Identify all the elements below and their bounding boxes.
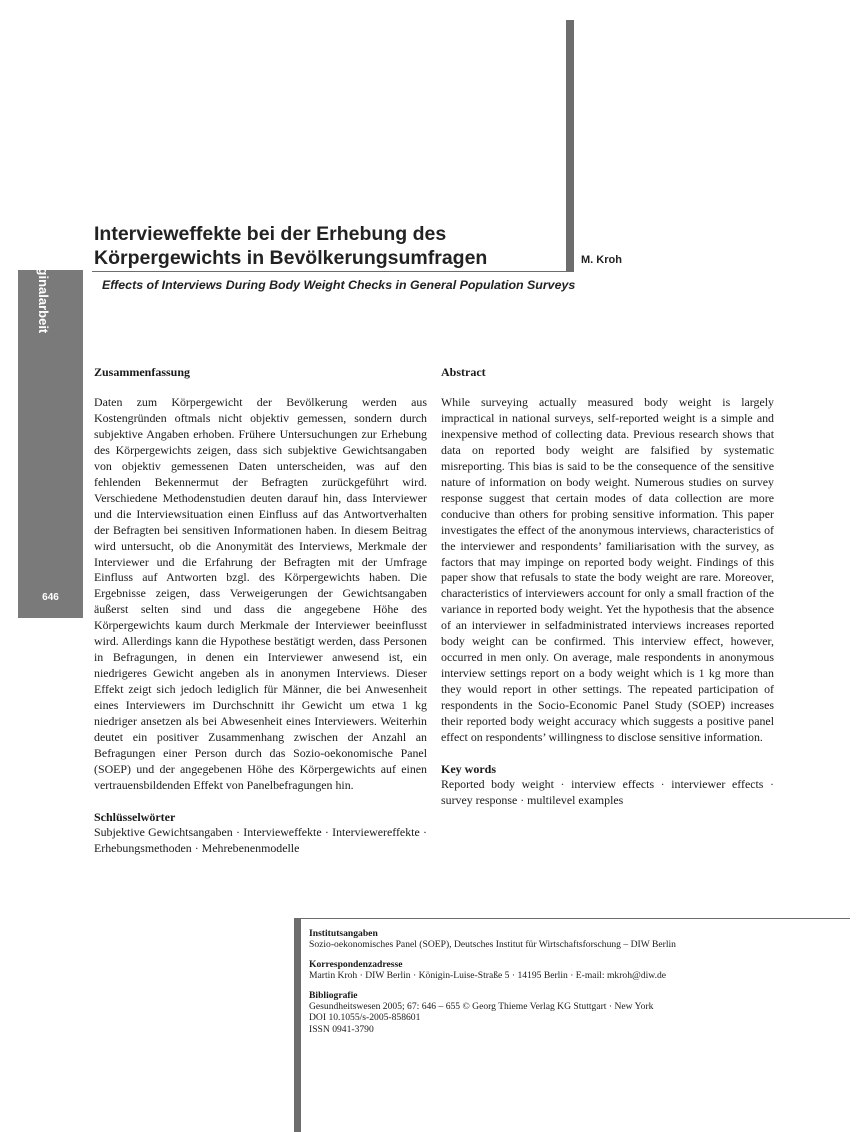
institute-block: [309, 928, 829, 951]
english-abstract-body: While surveying actually measured body weight is largely impractical in national surveys, self-reported weight is a simple and inexpensive method of collecting data. Previous research shows that data on reported body weight are falsified by systematic misreporting. This bias is said to be the consequence of the sensitive nature of information on body weight. Numerous studies on survey response suggest that certain modes of data collection are more conducive than others for probing sensitive information. This paper investigates the effect of the anonymous interviews, characteristics of the interviewer and respondents’ familiarisation with the survey, as factors that may impinge on reported body weight. Findings of this paper show that refusals to state the body weight are rare. Moreover, characteristics of interviewers account for only a small fraction of the variance in reported body weight. Yet the hypothesis that the absence of an interviewer in selfadministrated interviews increases reported body weight can be confirmed. This interview effect, however, occurred in men only. On average, male respondents in anonymous interview settings report on a body weight which is 1 kg more than they would report in other settings. The repeated participation of respondents in the Socio-Economic Panel Study (SOEP) increases their reported body weight accuracy which suggests a positive panel effect on respondents’ willingness to disclose sensitive information.: [441, 395, 774, 745]
bibliography-line: DOI 10.1055/s-2005-858601: [309, 1012, 421, 1024]
german-abstract-heading: Zusammenfassung: [94, 365, 191, 379]
info-box-top-rule: [294, 918, 850, 919]
german-keywords: Subjektive Gewichtsangaben · Intervieweffekte · Interviewereffekte · Erhebungsmethoden · Mehrebenenmodelle: [94, 824, 427, 855]
english-keywords: Reported body weight · interview effects · interviewer effects · survey response · multilevel examples: [441, 776, 774, 807]
correspondence-text: Martin Kroh · DIW Berlin · Königin-Luise-Straße 5 · 14195 Berlin · E-mail: mkroh@diw.de: [309, 970, 667, 982]
bibliography-line: ISSN 0941-3790: [309, 1023, 374, 1035]
german-abstract-body: Daten zum Körpergewicht der Bevölkerung werden aus Kostengründen oftmals nicht objektiv gemessen, sondern durch subjektive Angaben erhoben. Frühere Untersuchungen zur Erhebung des Körpergewichts zeigen, dass sich subjektive Gewichtsangaben von objektiv gemessenen Daten unterscheiden, was auf den fehlenden Bekennermut der Befragten zurückgeführt wird. Verschiedene Methodenstudien deuten darauf hin, dass Interviewer und die Interviewsituation einen Einfluss auf das Antwortverhalten der Befragten bei sensitiven Informationen haben. In diesem Beitrag wird untersucht, ob die Anonymität des Interviews, Merkmale der Interviewer und die Erfahrung der Befragten mit der Umfrage Einfluss auf Antworten bzgl. des Körpergewichts haben. Die Ergebnisse zeigen, dass Verweigerungen der Gewichtsangaben äußerst selten sind und dass die angegebene Höhe des Körpergewichts kaum durch Merkmale der Interviewer beeinflusst wird. Allerdings kann die Hypothese bestätigt werden, dass Personen in Befragungen, in denen ein Interviewer anwesend ist, ein niedrigeres Gewicht angeben als in anonymen Interviews. Dieser Effekt zeigt sich jedoch lediglich für Männer, die bei Anwesenheit eines Interviewers im Durchschnitt ihr Gewicht um etwa 1 kg niedriger ansetzen als bei Abwesenheit eines Interviewers. Weiterhin deutet ein positiver Zusammenhang zwischen der Anzahl an Befragungen einer Person durch das Sozio-oekonomische Panel (SOEP) und der angegebenen Höhe des Körpergewichts auf einen vertrauensbildenden Effekt von Panelbefragungen hin.: [94, 395, 427, 792]
english-keywords-heading: Key words: [441, 761, 496, 776]
author: M. Kroh: [581, 254, 622, 266]
bibliography-block: [309, 990, 829, 1036]
institute-text: Sozio-oekonomisches Panel (SOEP), Deutsches Institut für Wirtschaftsforschung – DIW Berlin: [309, 939, 676, 951]
bibliography-line: Gesundheitswesen 2005; 67: 646 – 655 © Georg Thieme Verlag KG Stuttgart · New York: [309, 1001, 654, 1013]
article-title-line: Intervieweffekte bei der Erhebung des: [94, 223, 447, 245]
german-abstract-column: [94, 365, 427, 857]
english-abstract-heading: Abstract: [441, 365, 486, 379]
english-abstract-column: [441, 365, 774, 809]
title-underline-rule: [92, 271, 574, 272]
decorative-vertical-bar: [566, 20, 574, 272]
page-number: 646: [42, 592, 59, 603]
article-subtitle: Effects of Interviews During Body Weight Checks in General Population Surveys: [102, 278, 576, 292]
article-title: [94, 222, 564, 270]
article-info-box: [309, 928, 829, 1043]
side-tab-label: Originalarbeit: [36, 248, 51, 334]
correspondence-block: [309, 959, 829, 982]
article-title-line: Körpergewichts in Bevölkerungsumfragen: [94, 247, 488, 269]
bibliography-label: Bibliografie: [309, 989, 358, 1001]
german-keywords-heading: Schlüsselwörter: [94, 809, 176, 824]
correspondence-label: Korrespondenzadresse: [309, 958, 403, 970]
institute-label: Institutsangaben: [309, 928, 378, 939]
info-box-vertical-bar: [294, 918, 301, 1132]
